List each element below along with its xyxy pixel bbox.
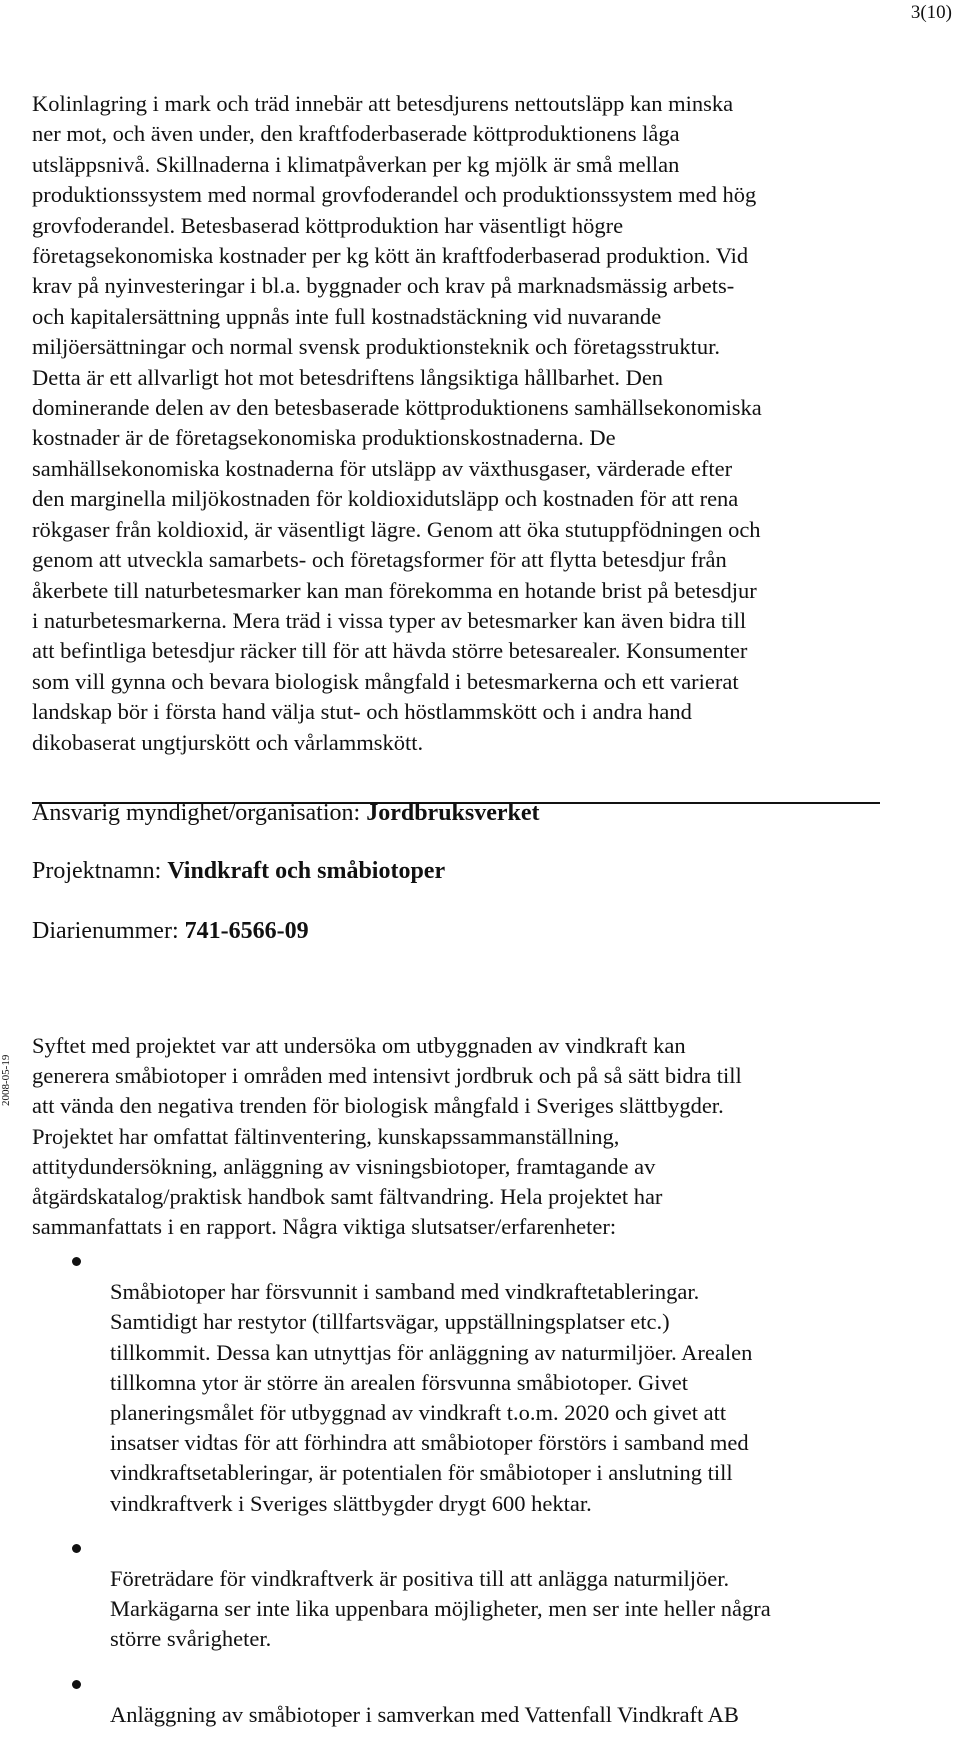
list-item-text: Anläggning av småbiotoper i samverkan med Vattenfall Vindkraft AB [110,1701,739,1727]
project-line [32,856,445,886]
diary-value: 741-6566-09 [184,918,309,944]
summary-paragraph: Syftet med projektet var att undersöka om utbyggnaden av vindkraft kan generera småbiotoper i områden med intensivt jordbruk och på så sätt bidra till att vända den negativa trenden för biologisk mångfald i Sveriges slättbygder. Projektet har omfattat fältinventering, kunskapssammanställning, attitydundersökning, anläggning av visningsbiotoper, framtagande av åtgärdskatalog/praktisk handbok samt fältvandring. Hela projektet har sammanfattats i en rapport. Några viktiga slutsatser/erfarenheter: [32,1033,742,1240]
bullet-icon [72,1680,81,1689]
list-item-text: Företrädare för vindkraftverk är positiva till att anlägga naturmiljöer. Markägarna ser inte lika uppenbara möjligheter, men ser inte heller några större svårigheter. [110,1566,771,1652]
page-number: 3(10) [910,2,952,23]
bullet-icon [72,1257,81,1266]
list-item [0,1534,960,1655]
diary-label: Diarienummer: [32,918,185,944]
project-value: Vindkraft och småbiotoper [167,858,446,884]
authority-label: Ansvarig myndighet/organisation: [32,800,367,826]
bullet-icon [72,1544,81,1553]
intro-paragraph: Kolinlagring i mark och träd innebär att betesdjurens nettoutsläpp kan minska ner mot, och även under, den kraftfoderbaserade köttproduktionens låga utsläppsnivå. Skillnaderna i klimatpåverkan per kg mjölk är små mellan produktionssystem med normal grovfoderandel och produktionssystem med hög grovfoderandel. Betesbaserad köttproduktion har väsentligt högre företagsekonomiska kostnader per kg kött än kraftfoderbaserad produktion. Vid krav på nyinvesteringar i bl.a. byggnader och krav på marknadsmässig arbets- och kapitalersättning uppnås inte full kostnadstäckning vid nuvarande miljöersättningar och normal svensk produktionsteknik och företagsstruktur. Detta är ett allvarligt hot mot betesdriftens långsiktiga hållbarhet. Den dominerande delen av den betesbaserade köttproduktionens samhällsekonomiska kostnader är de företagsekonomiska produktionskostnaderna. De samhällsekonomiska kostnaderna för utsläpp av växthusgaser, värderade efter den marginella miljökostnaden för koldioxidutsläpp och kostnaden för att rena rökgaser från koldioxid, är väsentligt lägre. Genom att öka stutuppfödningen och genom att utveckla samarbets- och företagsformer för att flytta betesdjur från åkerbete till naturbetesmarker kan man förekomma en hotande brist på betesdjur i naturbetesmarkerna. Mera träd i vissa typer av betesmarker kan även bidra till att befintliga betesdjur räcker till för att hävda större betesarealer. Konsumenter som vill gynna och bevara biologisk mångfald i betesmarkerna och ett varierat landskap bör i första hand välja stut- och höstlammskött och i andra hand dikobaserat ungtjurskött och vårlammskött. [32,91,762,755]
conclusions-list [0,1247,960,1745]
side-date: 2008-05-19 [0,1054,12,1106]
list-item [0,1670,960,1730]
project-label: Projektnamn: [32,858,168,884]
list-item [0,1247,960,1519]
authority-line [32,798,540,828]
list-item-text: Småbiotoper har försvunnit i samband med vindkraftetableringar. Samtidigt har restytor (tillfartsvägar, uppställningsplatser etc.) tillkommit. Dessa kan utnyttjas för anläggning av naturmiljöer. Arealen tillkomna ytor är större än arealen försvunna småbiotoper. Givet planeringsmålet för utbyggnad av vindkraft t.o.m. 2020 och givet att insatser vidtas för att förhindra att småbiotoper förstörs i samband med vindkraftsetableringar, är potentialen för småbiotoper i anslutning till vindkraftverk i Sveriges slättbygder drygt 600 hektar. [110,1279,753,1516]
diary-line [32,916,309,946]
authority-value: Jordbruksverket [366,800,540,826]
